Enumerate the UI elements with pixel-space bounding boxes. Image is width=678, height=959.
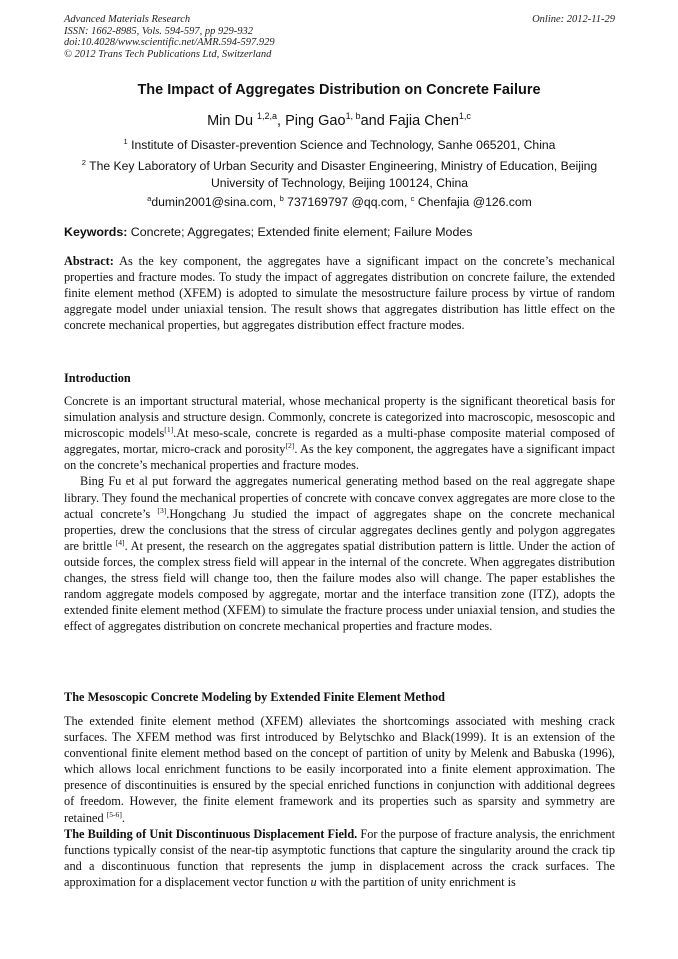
author-name: and Fajia Chen bbox=[360, 113, 459, 129]
affiliation-1 bbox=[64, 137, 615, 154]
affiliation-2 bbox=[64, 158, 615, 192]
abstract-label: Abstract: bbox=[64, 254, 114, 268]
issn-line: ISSN: 1662-8985, Vols. 594-597, pp 929-932 bbox=[64, 25, 253, 37]
introduction-body bbox=[64, 393, 615, 634]
paragraph-text: For the purpose of fracture analysis, the enrichment functions typically consist of the near-tip asymptotic functions that capture the singularity around the crack tip and a discontinuous function that represents the jump in displacement across the crack surfaces. The approximation for a displacement vector function bbox=[64, 826, 615, 889]
email-mark: a bbox=[147, 193, 152, 203]
keywords-text: Concrete; Aggregates; Extended finite element; Failure Modes bbox=[127, 225, 473, 239]
email-mark: b bbox=[279, 193, 284, 203]
email-mark: c bbox=[410, 193, 415, 203]
paragraph-text: .Hongchang Ju studied the impact of aggregates shape on the concrete mechanical properties, drew the conclusions that the stress of circular aggregates declines gently and polygon aggregates are brittle bbox=[64, 506, 615, 553]
subsection-heading: The Building of Unit Discontinuous Displacement Field. bbox=[64, 826, 358, 841]
paragraph-text: Concrete is an important structural material, whose mechanical property is the significant theoretical basis for simulation analysis and structure design. Commonly, concrete is categorized into macroscopic, mesoscopic and microscopic models bbox=[64, 394, 615, 441]
author-name: Ping Gao bbox=[285, 113, 346, 129]
paragraph-text: . As the key component, the aggregates have a significant impact on the concrete’s mechanical properties and fracture modes. bbox=[64, 442, 616, 473]
math-variable: u bbox=[310, 874, 317, 889]
paper-title: The Impact of Aggregates Distribution on Concrete Failure bbox=[137, 82, 541, 98]
citation: [3] bbox=[157, 505, 167, 515]
author-emails bbox=[64, 194, 615, 211]
keywords bbox=[64, 225, 615, 239]
email-text: Chenfajia @126.com bbox=[414, 195, 532, 209]
doi-line: doi:10.4028/www.scientific.net/AMR.594-597.929 bbox=[64, 37, 275, 48]
citation: [2] bbox=[285, 441, 295, 451]
paragraph-text: Bing Fu et al put forward the aggregates numerical generating method based on the real aggregate shape library. They found the mechanical properties of concrete with concave convex aggregates are more close to the actual concrete’s bbox=[64, 474, 615, 521]
author-list bbox=[0, 113, 678, 129]
paragraph-text: The extended finite element method (XFEM) alleviates the shortcomings associated with meshing crack surfaces. The XFEM method was first introduced by Belytschko and Black(1999). It is an extension of the conventional finite element method based on the concept of partition of unity by Melenk and Babuska (1996), which allows local enrichment functions to be easily incorporated into a finite element approximation. The presence of discontinuities is ensured by the special enriched functions in conjunction with additional degrees of freedom. However, the finite element framework and its properties such as sparsity and symmetry are retained bbox=[64, 714, 615, 825]
paragraph-text: . bbox=[121, 810, 125, 825]
online-date: Online: 2012-11-29 bbox=[532, 14, 615, 25]
paragraph bbox=[64, 713, 615, 826]
affiliation-text: The Key Laboratory of Urban Security and Disaster Engineering, Ministry of Education, Beijing University of Technology, Beijing 100124, China bbox=[85, 159, 598, 190]
section-heading-meso-modeling: The Mesoscopic Concrete Modeling by Extended Finite Element Method bbox=[64, 690, 445, 704]
paragraph-text: with the partition of unity enrichment is bbox=[316, 874, 516, 889]
paragraph bbox=[64, 393, 615, 473]
email-text: 737169797 @qq.com, bbox=[283, 195, 411, 209]
section-heading-introduction: Introduction bbox=[64, 371, 131, 385]
keywords-label: Keywords: bbox=[64, 225, 128, 239]
author-affiliation-mark: 1, b bbox=[345, 111, 361, 122]
paragraph bbox=[64, 473, 615, 634]
paragraph-text: .At meso-scale, concrete is regarded as a multi-phase composite material composed of aggregates, mortar, micro-crack and porosity bbox=[64, 426, 615, 457]
journal-header bbox=[64, 14, 615, 60]
citation: [5-6] bbox=[106, 809, 122, 819]
citation: [1] bbox=[164, 425, 174, 435]
author-affiliation-mark: 1,c bbox=[458, 111, 471, 122]
affiliation-mark: 2 bbox=[81, 157, 86, 167]
copyright-line: © 2012 Trans Tech Publications Ltd, Switzerland bbox=[64, 48, 272, 60]
affiliation-text: Institute of Disaster-prevention Science and Technology, Sanhe 065201, China bbox=[127, 138, 556, 152]
author-separator: , bbox=[277, 113, 286, 129]
paragraph bbox=[64, 826, 615, 890]
citation: [4] bbox=[115, 537, 125, 547]
paragraph-text: . At present, the research on the aggregates spatial distribution pattern is little. Under the action of outside forces, the complex stress field will appear in the internal of the concrete. When aggregates distribution changes, the stress field will change too, then the failure modes also will change. The paper establishes the random aggregate models composed by aggregate, mortar and the interface transition zone (ITZ), adopts the extended finite element method (XFEM) to simulate the fracture process under uniaxial tension, and studies the effect of aggregates distribution on concrete mechanical properties and fracture modes. bbox=[64, 538, 616, 634]
abstract-text: As the key component, the aggregates have a significant impact on the concrete’s mechanical properties and fracture modes. To study the impact of aggregates distribution on concrete failure, the extended finite element method (XFEM) is adopted to simulate the mesostructure failure process by virtue of random aggregate model under uniaxial tension. The result shows that aggregates distribution has little effect on the concrete mechanical properties, but aggregates distribution effect fracture modes. bbox=[64, 254, 615, 333]
author-affiliation-mark: 1,2,a bbox=[257, 111, 278, 122]
abstract bbox=[64, 253, 615, 333]
meso-modeling-body bbox=[64, 713, 615, 890]
journal-name: Advanced Materials Research bbox=[64, 14, 191, 25]
author-name: Min Du bbox=[207, 113, 258, 129]
email-text: dumin2001@sina.com, bbox=[151, 195, 280, 209]
affiliation-mark: 1 bbox=[123, 136, 128, 146]
